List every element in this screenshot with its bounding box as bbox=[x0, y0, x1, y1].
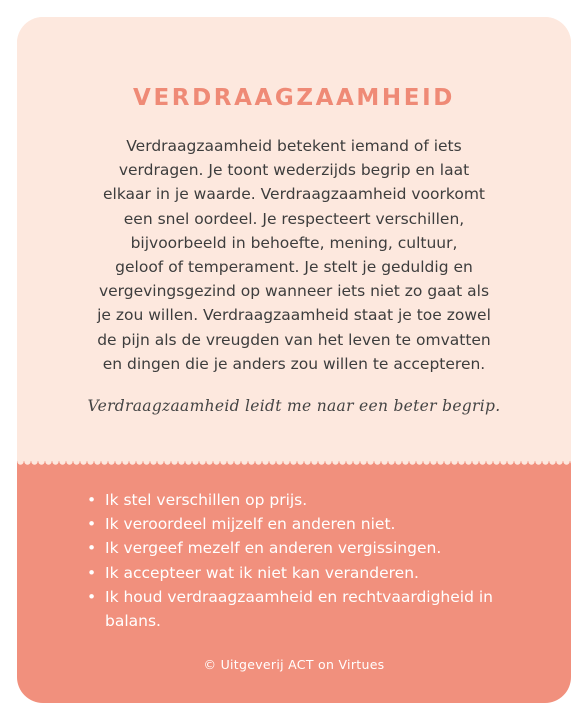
description-line: Verdraagzaamheid betekent iemand of iets bbox=[126, 137, 462, 155]
list-item bbox=[87, 585, 527, 633]
description-line: en dingen die je anders zou willen te accepteren. bbox=[102, 354, 486, 373]
list-item-text: Ik veroordeel mijzelf en anderen niet. bbox=[105, 515, 396, 534]
card-bottom-section bbox=[17, 464, 571, 703]
description-line: geloof of temperament. Je stelt je geduldig en bbox=[115, 258, 473, 277]
description-line: je zou willen. Verdraagzaamheid staat je toe zowel bbox=[97, 306, 491, 325]
list-item-text: Ik vergeef mezelf en anderen vergissingen. bbox=[105, 539, 442, 558]
description-line: vergevingsgezind op wanneer iets niet zo gaat als bbox=[98, 282, 490, 301]
scalloped-divider bbox=[17, 461, 571, 467]
card-top-section bbox=[17, 17, 571, 464]
card-title: VERDRAAGZAAMHEID bbox=[133, 85, 455, 111]
description-line: verdragen. Je toont wederzijds begrip en laat bbox=[118, 161, 470, 180]
list-item-text: Ik accepteer wat ik niet kan veranderen. bbox=[105, 563, 419, 582]
list-item bbox=[87, 536, 527, 560]
affirmation-quote: Verdraagzaamheid leidt me naar een beter begrip. bbox=[87, 397, 501, 415]
bullet-icon: • bbox=[87, 563, 97, 582]
description-line: bijvoorbeeld in behoefte, mening, cultuur, bbox=[130, 233, 458, 252]
list-item bbox=[87, 561, 527, 585]
bullet-icon: • bbox=[87, 587, 97, 606]
list-item-text: Ik houd verdraagzaamheid en rechtvaardigheid in balans. bbox=[105, 587, 493, 631]
description-line: de pijn als de vreugden van het leven te omvatten bbox=[97, 330, 491, 349]
bullet-icon: • bbox=[87, 491, 97, 509]
description-line: een snel oordeel. Je respecteert verschillen, bbox=[123, 209, 465, 228]
card-description bbox=[49, 134, 539, 376]
bullet-icon: • bbox=[87, 515, 97, 534]
virtue-card bbox=[17, 17, 571, 703]
affirmation-list bbox=[87, 488, 527, 633]
list-item bbox=[87, 488, 527, 512]
list-item bbox=[87, 512, 527, 536]
list-item-text: Ik stel verschillen op prijs. bbox=[105, 491, 308, 509]
copyright-notice: © Uitgeverij ACT on Virtues bbox=[203, 657, 385, 672]
description-line: elkaar in je waarde. Verdraagzaamheid voorkomt bbox=[102, 185, 485, 204]
bullet-icon: • bbox=[87, 539, 97, 558]
